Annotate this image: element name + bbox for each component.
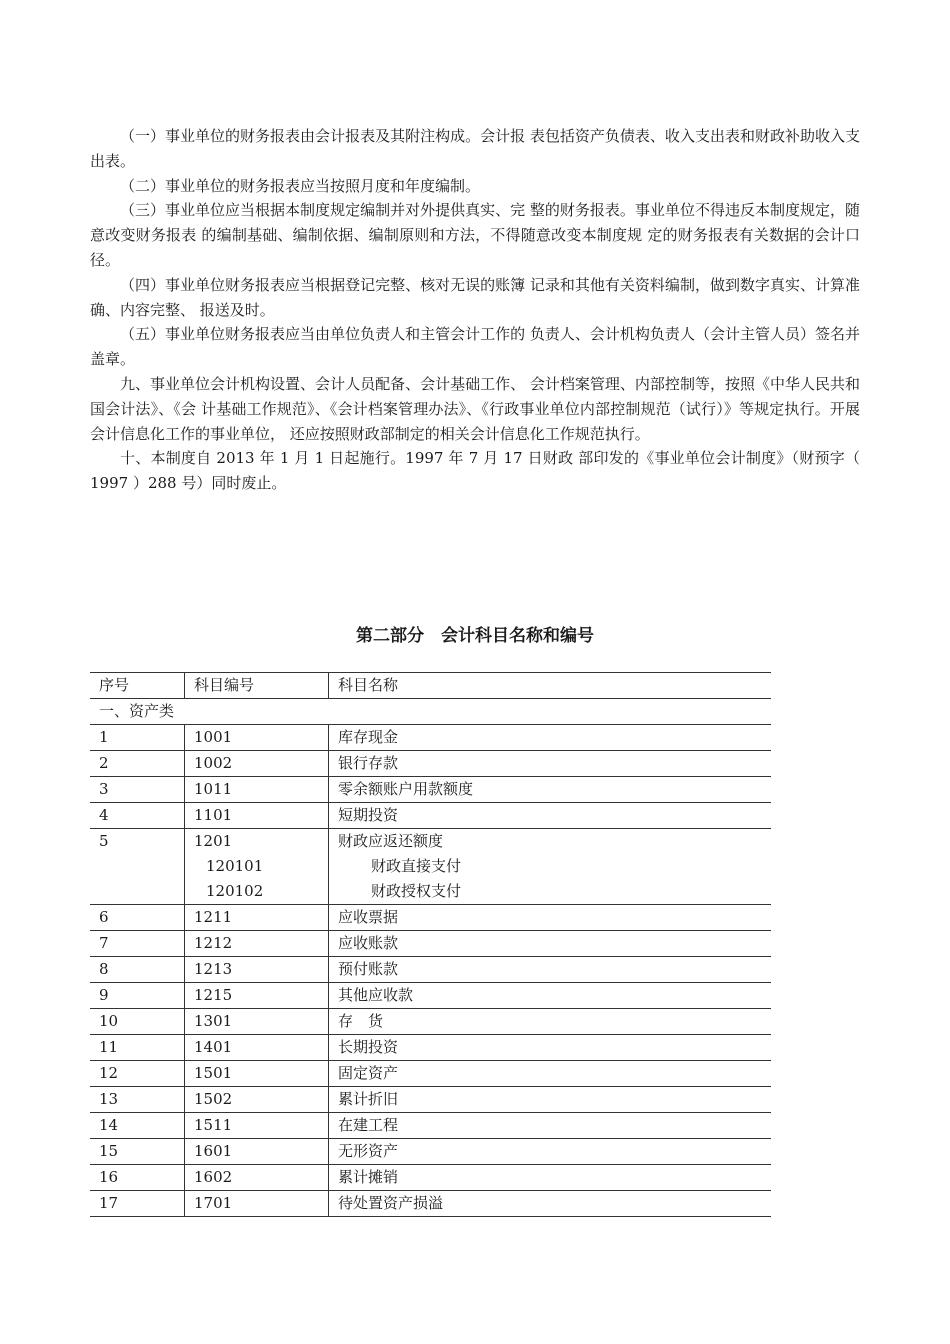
cell-no	[90, 803, 185, 829]
table-row	[90, 1087, 771, 1113]
account-code: 1213	[194, 960, 233, 978]
row-number: 9	[99, 986, 109, 1004]
cell-no	[90, 1191, 185, 1217]
cell-name	[329, 1061, 772, 1087]
cell-name	[329, 1113, 772, 1139]
account-name: 累计摊销	[338, 1168, 399, 1186]
cell-name	[329, 725, 772, 751]
cell-code	[185, 803, 329, 829]
cell-code	[185, 725, 329, 751]
cell-code	[185, 751, 329, 777]
header-no: 序号	[90, 673, 185, 699]
row-number: 4	[99, 806, 109, 824]
account-name: 零余额账户用款额度	[338, 780, 474, 798]
row-number: 6	[99, 908, 109, 926]
table-row	[90, 751, 771, 777]
cell-no	[90, 957, 185, 983]
cell-code	[185, 1061, 329, 1087]
cell-name	[329, 1087, 772, 1113]
cell-code	[185, 1113, 329, 1139]
table-row	[90, 803, 771, 829]
account-code: 1212	[194, 934, 233, 952]
cell-name	[329, 1139, 772, 1165]
cell-code	[185, 1191, 329, 1217]
cell-code	[185, 1139, 329, 1165]
account-name: 应收票据	[338, 908, 399, 926]
cell-name	[329, 1035, 772, 1061]
table-row	[90, 1061, 771, 1087]
row-number: 1	[99, 728, 109, 746]
cell-name	[329, 829, 772, 905]
table-row	[90, 1191, 771, 1217]
table-row	[90, 957, 771, 983]
cell-no	[90, 1165, 185, 1191]
row-number: 3	[99, 780, 109, 798]
account-name: 固定资产	[338, 1064, 399, 1082]
paragraph: （二）事业单位的财务报表应当按照月度和年度编制。	[120, 176, 481, 195]
cell-no	[90, 1035, 185, 1061]
cell-code	[185, 777, 329, 803]
table-row	[90, 777, 771, 803]
table-row	[90, 1113, 771, 1139]
table-row	[90, 905, 771, 931]
account-name: 预付账款	[338, 960, 399, 978]
account-name: 待处置资产损溢	[338, 1194, 444, 1212]
cell-name	[329, 777, 772, 803]
cell-name	[329, 803, 772, 829]
row-number: 13	[99, 1090, 119, 1108]
account-code: 1211	[194, 908, 233, 926]
account-code: 1401	[194, 1038, 233, 1056]
table-header-row	[90, 673, 771, 699]
category-row	[90, 699, 771, 725]
cell-code	[185, 829, 329, 905]
sub-account-name: 财政直接支付	[371, 857, 462, 875]
sub-account-name: 财政授权支付	[371, 882, 462, 900]
cell-no	[90, 751, 185, 777]
cell-code	[185, 931, 329, 957]
account-name: 无形资产	[338, 1142, 399, 1160]
account-code: 1511	[194, 1116, 233, 1134]
account-code: 1001	[194, 728, 233, 746]
row-number: 16	[99, 1168, 119, 1186]
cell-code	[185, 1087, 329, 1113]
cell-no	[90, 1009, 185, 1035]
row-number: 11	[99, 1038, 119, 1056]
category-label: 一、资产类	[90, 699, 771, 725]
table-row	[90, 983, 771, 1009]
account-name: 累计折旧	[338, 1090, 399, 1108]
paragraph: 九、事业单位会计机构设置、会计人员配备、会计基础工作、 会计档案管理、内部控制等，按照《中华人民共和国会计法》、《会 计基础工作规范》、《会计档案管理办法》、《行政事业单位内部控制规范（试行）》等规定执行。开展会计信息化工作的事业单位， 还应按照财政部制定的相关会计信息化工作规范执行。	[90, 374, 860, 443]
cell-code	[185, 983, 329, 1009]
account-code: 1011	[194, 780, 233, 798]
account-code: 1502	[194, 1090, 233, 1108]
cell-name	[329, 957, 772, 983]
cell-name	[329, 905, 772, 931]
body-text	[90, 124, 860, 496]
cell-name	[329, 751, 772, 777]
cell-no	[90, 931, 185, 957]
account-name: 库存现金	[338, 728, 399, 746]
cell-code	[185, 1009, 329, 1035]
sub-account-code: 120101	[206, 857, 264, 875]
account-code: 1601	[194, 1142, 233, 1160]
cell-no	[90, 725, 185, 751]
cell-name	[329, 1191, 772, 1217]
cell-code	[185, 957, 329, 983]
row-number: 2	[99, 754, 109, 772]
account-code: 1602	[194, 1168, 233, 1186]
row-number: 8	[99, 960, 109, 978]
cell-no	[90, 1087, 185, 1113]
paragraph: （五）事业单位财务报表应当由单位负责人和主管会计工作的 负责人、会计机构负责人（会计主管人员）签名并盖章。	[90, 325, 860, 369]
account-name: 财政应返还额度	[338, 832, 444, 850]
table-row	[90, 725, 771, 751]
account-name: 其他应收款	[338, 986, 414, 1004]
paragraph: （三）事业单位应当根据本制度规定编制并对外提供真实、完 整的财务报表。事业单位不得违反本制度规定，随意改变财务报表 的编制基础、编制依据、编制原则和方法，不得随意改变本制度规 定的财务报表有关数据的会计口径。	[90, 201, 860, 269]
account-name: 长期投资	[338, 1038, 399, 1056]
row-number: 15	[99, 1142, 119, 1160]
account-name: 银行存款	[338, 754, 399, 772]
row-number: 7	[99, 934, 109, 952]
cell-no	[90, 1139, 185, 1165]
cell-no	[90, 1113, 185, 1139]
table-row	[90, 1009, 771, 1035]
row-number: 10	[99, 1012, 119, 1030]
row-number: 14	[99, 1116, 119, 1134]
cell-name	[329, 983, 772, 1009]
cell-no	[90, 905, 185, 931]
cell-name	[329, 931, 772, 957]
table-row	[90, 1035, 771, 1061]
sub-account-code: 120102	[206, 882, 264, 900]
header-name: 科目名称	[329, 673, 772, 699]
header-code: 科目编号	[185, 673, 329, 699]
cell-no	[90, 983, 185, 1009]
row-number: 12	[99, 1064, 119, 1082]
accounts-table	[90, 672, 771, 1217]
table-row	[90, 829, 771, 905]
cell-code	[185, 1035, 329, 1061]
account-code: 1201	[194, 832, 233, 850]
row-number: 17	[99, 1194, 119, 1212]
account-code: 1501	[194, 1064, 233, 1082]
table-row	[90, 931, 771, 957]
account-name: 应收账款	[338, 934, 399, 952]
cell-name	[329, 1165, 772, 1191]
cell-no	[90, 1061, 185, 1087]
row-number: 5	[99, 832, 109, 850]
cell-code	[185, 1165, 329, 1191]
account-code: 1002	[194, 754, 233, 772]
cell-name	[329, 1009, 772, 1035]
table-row	[90, 1139, 771, 1165]
section-title: 第二部分 会计科目名称和编号	[356, 626, 594, 646]
cell-no	[90, 829, 185, 905]
paragraph: （四）事业单位财务报表应当根据登记完整、核对无误的账簿 记录和其他有关资料编制，做到数字真实、计算准确、内容完整、 报送及时。	[90, 275, 860, 319]
table-row	[90, 1165, 771, 1191]
cell-no	[90, 777, 185, 803]
account-code: 1215	[194, 986, 233, 1004]
account-name: 短期投资	[338, 806, 399, 824]
paragraph: （一）事业单位的财务报表由会计报表及其附注构成。会计报 表包括资产负债表、收入支出表和财政补助收入支出表。	[90, 127, 860, 170]
account-code: 1101	[194, 806, 233, 824]
paragraph: 十、本制度自 2013 年 1 月 1 日起施行。1997 年 7 月 17 日财政 部印发的《事业单位会计制度》（财预字（ 1997 ）288 号）同时废止。	[90, 449, 860, 493]
account-code: 1701	[194, 1194, 233, 1212]
account-name: 存 货	[338, 1012, 384, 1030]
account-code: 1301	[194, 1012, 233, 1030]
cell-code	[185, 905, 329, 931]
account-name: 在建工程	[338, 1116, 399, 1134]
